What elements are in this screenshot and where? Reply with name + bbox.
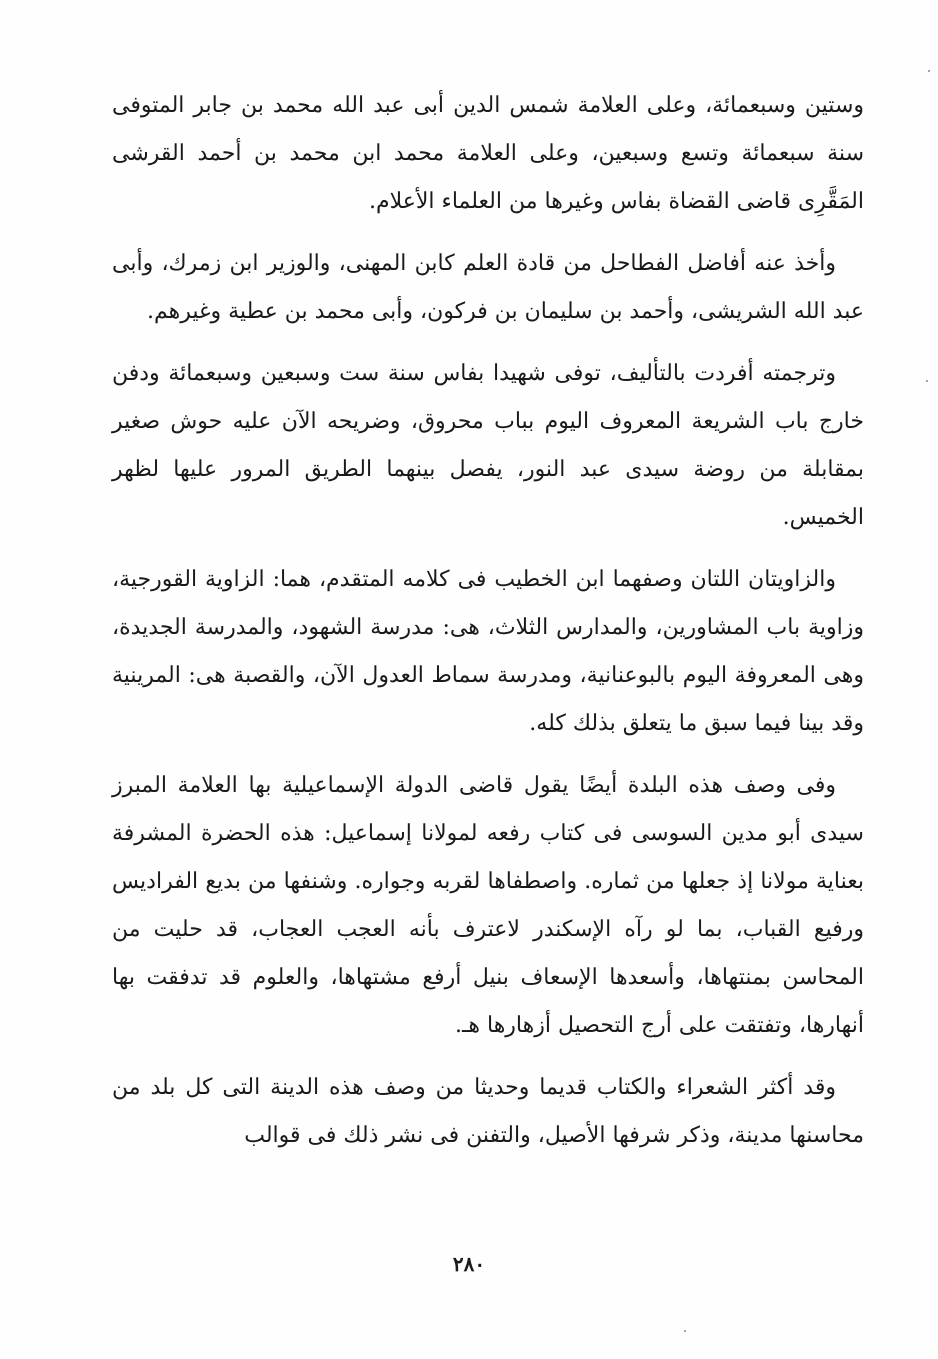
scan-speck bbox=[928, 70, 930, 72]
paragraph-1: وستين وسبعمائة، وعلى العلامة شمس الدين أبى عبد الله محمد بن جابر المتوفى سنة سبعمائة وتسع وسبعين، وعلى العلامة محمد ابن محمد بن أحمد القرشى المَقَّرِى قاضى القضاة بفاس وغيرها من العلماء الأعلام. bbox=[112, 93, 864, 214]
scan-speck bbox=[684, 1330, 686, 1332]
scan-speck bbox=[926, 380, 928, 382]
paragraph-2: وأخذ عنه أفاضل الفطاحل من قادة العلم كابن المهنى، والوزير ابن زمرك، وأبى عبد الله الشريشى، وأحمد بن سليمان بن فركون، وأبى محمد بن عطية وغيرهم. bbox=[112, 251, 864, 324]
paragraph-4: والزاويتان اللتان وصفهما ابن الخطيب فى كلامه المتقدم، هما: الزاوية القورجية، وزاوية باب المشاورين، والمدارس الثلاث، هى: مدرسة الشهود، والمدرسة الجديدة، وهى المعروفة اليوم بالبوعنانية، ومدرسة سماط العدول الآن، والقصبة هى: المرينية وقد بينا فيما سبق ما يتعلق بذلك كله. bbox=[112, 567, 864, 736]
paragraph-3: وترجمته أفردت بالتأليف، توفى شهيدا بفاس سنة ست وسبعين وسبعمائة ودفن خارج باب الشريعة المعروف اليوم بباب محروق، وضريحه الآن عليه حوش صغير بمقابلة من روضة سيدى عبد النور، يفصل بينهما الطريق المرور عليها لظهر الخميس. bbox=[112, 361, 864, 530]
paragraph-5: وفى وصف هذه البلدة أيضًا يقول قاضى الدولة الإسماعيلية بها العلامة المبرز سيدى أبو مدين السوسى فى كتاب رفعه لمولانا إسماعيل: هذه الحضرة المشرفة بعناية مولانا إذ جعلها من ثماره. واصطفاها لقربه وجواره. وشنفها من بديع الفراديس ورفيع القباب، بما لو رآه الإسكندر لاعترف بأنه العجب العجاب، قد حليت من المحاسن بمنتهاها، وأسعدها الإسعاف بنيل أرفع مشتهاها، والعلوم قد تدفقت بها أنهارها، وتفتقت على أرج التحصيل أزهارها هـ. bbox=[112, 773, 864, 1038]
body-text bbox=[112, 82, 864, 1174]
paragraph-6: وقد أكثر الشعراء والكتاب قديما وحديثا من وصف هذه الدينة التى كل بلد من محاسنها مدينة، وذكر شرفها الأصيل، والتفنن فى نشر ذلك فى قوالب bbox=[112, 1075, 864, 1148]
page-number: ٢٨٠ bbox=[452, 1252, 486, 1276]
